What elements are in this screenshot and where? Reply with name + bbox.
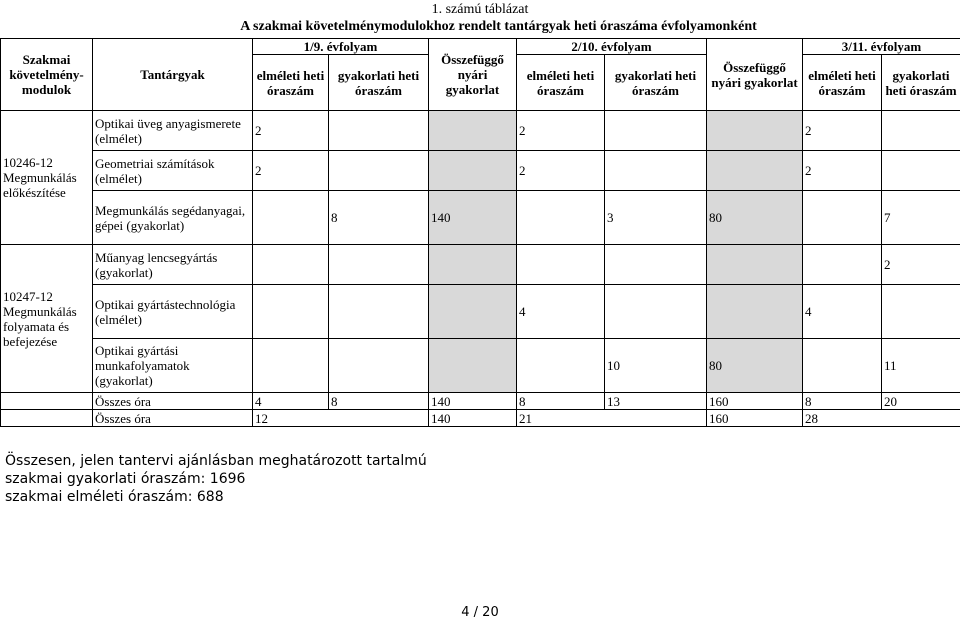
value-cell <box>605 245 707 285</box>
table-title: A szakmai követelménymodulokhoz rendelt tantárgyak heti óraszáma évfolyamonként <box>240 19 757 34</box>
curriculum-table <box>0 38 960 427</box>
value-cell <box>429 285 517 339</box>
header-y1-practice: gyakorlati heti óraszám <box>329 55 429 111</box>
value-cell <box>707 151 803 191</box>
table-caption: 1. számú táblázat <box>431 2 529 17</box>
value-cell <box>253 245 329 285</box>
value-cell: 140 <box>429 191 517 245</box>
value-cell <box>605 285 707 339</box>
header-subjects: Tantárgyak <box>93 39 253 111</box>
value-cell: 10 <box>605 339 707 393</box>
totals-label: Összes óra <box>93 410 253 427</box>
module-cell: 10246-12 Megmunkálás előkészítése <box>1 111 93 245</box>
value-cell <box>803 245 882 285</box>
value-cell: 2 <box>803 111 882 151</box>
total-cell: 8 <box>803 393 882 410</box>
value-cell <box>707 111 803 151</box>
header-y2-practice: gyakorlati heti óraszám <box>605 55 707 111</box>
header-year3: 3/11. évfolyam <box>803 39 960 55</box>
value-cell: 2 <box>253 151 329 191</box>
subject-cell: Optikai gyártási munkafolyamatok (gyakorlat) <box>93 339 253 393</box>
total-cell: 21 <box>517 410 707 427</box>
page-number: 4 / 20 <box>461 605 499 620</box>
value-cell: 7 <box>882 191 960 245</box>
value-cell: 4 <box>803 285 882 339</box>
value-cell <box>517 245 605 285</box>
summary-block <box>5 452 427 506</box>
header-y2-theory: elméleti heti óraszám <box>517 55 605 111</box>
value-cell: 3 <box>605 191 707 245</box>
header-y3-practice: gyakorlati heti óraszám <box>882 55 960 111</box>
value-cell <box>882 285 960 339</box>
header-year1: 1/9. évfolyam <box>253 39 429 55</box>
value-cell <box>329 151 429 191</box>
total-cell: 8 <box>517 393 605 410</box>
subject-cell: Optikai üveg anyagismerete (elmélet) <box>93 111 253 151</box>
value-cell: 11 <box>882 339 960 393</box>
subject-cell: Műanyag lencsegyártás (gyakorlat) <box>93 245 253 285</box>
value-cell <box>329 339 429 393</box>
value-cell: 4 <box>517 285 605 339</box>
total-cell: 28 <box>803 410 960 427</box>
total-cell: 160 <box>707 410 803 427</box>
value-cell: 2 <box>253 111 329 151</box>
value-cell: 2 <box>517 151 605 191</box>
summary-line: Összesen, jelen tantervi ajánlásban meghatározott tartalmú <box>5 453 427 469</box>
total-cell: 140 <box>429 393 517 410</box>
value-cell <box>707 245 803 285</box>
subject-cell: Optikai gyártástechnológia (elmélet) <box>93 285 253 339</box>
table-row <box>1 151 960 191</box>
header-y1-theory: elméleti heti óraszám <box>253 55 329 111</box>
table-row <box>1 339 960 393</box>
table-row <box>1 191 960 245</box>
value-cell <box>803 191 882 245</box>
summary-line: szakmai elméleti óraszám: 688 <box>5 489 224 505</box>
value-cell <box>329 245 429 285</box>
totals-row <box>1 393 960 410</box>
subject-cell: Megmunkálás segédanyagai, gépei (gyakorlat) <box>93 191 253 245</box>
table-row <box>1 245 960 285</box>
totals-label: Összes óra <box>93 393 253 410</box>
header-summer2: Összefüggő nyári gyakorlat <box>707 39 803 111</box>
value-cell <box>253 339 329 393</box>
total-cell: 160 <box>707 393 803 410</box>
total-cell: 12 <box>253 410 429 427</box>
value-cell <box>707 285 803 339</box>
value-cell <box>605 151 707 191</box>
table-row <box>1 111 960 151</box>
empty-cell <box>1 410 93 427</box>
value-cell <box>429 151 517 191</box>
header-year2: 2/10. évfolyam <box>517 39 707 55</box>
summary-line: szakmai gyakorlati óraszám: 1696 <box>5 471 246 487</box>
header-y3-theory: elméleti heti óraszám <box>803 55 882 111</box>
value-cell <box>517 191 605 245</box>
value-cell <box>882 151 960 191</box>
module-cell: 10247-12 Megmunkálás folyamata és befejezése <box>1 245 93 393</box>
value-cell <box>882 111 960 151</box>
total-cell: 8 <box>329 393 429 410</box>
total-cell: 4 <box>253 393 329 410</box>
value-cell <box>429 111 517 151</box>
value-cell: 80 <box>707 191 803 245</box>
value-cell <box>429 245 517 285</box>
value-cell <box>329 111 429 151</box>
header-modules: Szakmai követelmény-modulok <box>1 39 93 111</box>
value-cell <box>803 339 882 393</box>
value-cell: 80 <box>707 339 803 393</box>
header-row-years <box>1 39 960 55</box>
value-cell <box>253 191 329 245</box>
value-cell <box>517 339 605 393</box>
totals-row <box>1 410 960 427</box>
empty-cell <box>1 393 93 410</box>
total-cell: 140 <box>429 410 517 427</box>
value-cell: 2 <box>803 151 882 191</box>
header-summer1: Összefüggő nyári gyakorlat <box>429 39 517 111</box>
value-cell: 2 <box>517 111 605 151</box>
table-row <box>1 285 960 339</box>
total-cell: 20 <box>882 393 960 410</box>
value-cell <box>253 285 329 339</box>
value-cell: 8 <box>329 191 429 245</box>
value-cell <box>429 339 517 393</box>
subject-cell: Geometriai számítások (elmélet) <box>93 151 253 191</box>
value-cell: 2 <box>882 245 960 285</box>
value-cell <box>329 285 429 339</box>
total-cell: 13 <box>605 393 707 410</box>
value-cell <box>605 111 707 151</box>
